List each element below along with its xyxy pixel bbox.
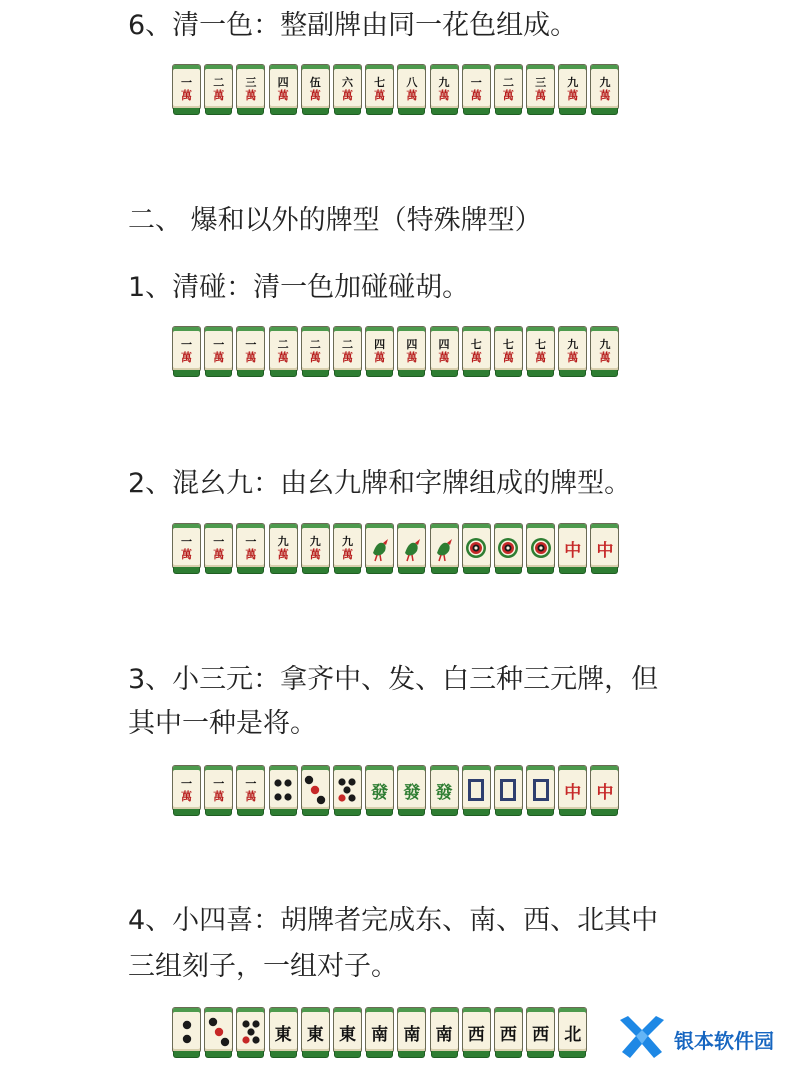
tile-suit: 萬 [309,547,321,561]
dots-icon [336,775,358,805]
tile-character: 中 [596,782,614,803]
tile-suit: 萬 [309,350,321,364]
dots-tile-face [302,773,329,807]
mahjong-tile [462,326,491,372]
tile-suit: 萬 [470,350,482,364]
honor-tile-face [559,531,586,565]
mahjong-tile [172,1007,201,1053]
tile-number: 七 [374,75,386,89]
honor-tile-face [398,1015,425,1049]
wan-tile-face [559,72,586,106]
section-3-text-line1: 3、小三元：拿齐中、发、白三种三元牌，但 [128,664,659,695]
wan-tile-face [205,334,232,368]
one-dot-icon [495,531,522,565]
honor-tile-face [431,1015,458,1049]
tile-number: 九 [309,534,321,548]
mahjong-tile [269,765,298,811]
wan-tile-face [237,531,264,565]
tile-number: 三 [535,75,547,89]
mahjong-tile [494,326,523,372]
tile-suit: 萬 [341,88,353,102]
tile-character: 西 [532,1024,550,1045]
section-4-text-line1: 4、小四喜：胡牌者完成东、南、西、北其中 [128,905,659,936]
tile-suit: 萬 [277,350,289,364]
mahjong-tile [430,765,459,811]
tile-suit: 萬 [245,547,257,561]
wan-tile-face [173,72,200,106]
mahjong-tile [236,326,265,372]
mahjong-tile [430,1007,459,1053]
tile-number: 一 [213,534,225,548]
tile-character: 西 [467,1024,485,1045]
tile-number: 九 [567,337,579,351]
tile-suit: 萬 [213,789,225,803]
wan-tile-face [431,72,458,106]
tile-number: 伍 [309,75,321,89]
tile-number: 一 [213,776,225,790]
mahjong-tile [365,326,394,372]
mahjong-tile [397,326,426,372]
honor-tile-face [591,531,618,565]
mahjong-tile [236,523,265,569]
mahjong-tile [365,64,394,110]
mahjong-tile [494,765,523,811]
tile-suit: 萬 [277,88,289,102]
bird-icon [433,533,455,563]
mahjong-tile [301,1007,330,1053]
tile-suit: 萬 [438,88,450,102]
mahjong-tile [430,64,459,110]
mahjong-tile [558,523,587,569]
wan-tile-face [270,72,297,106]
wan-tile-face [270,531,297,565]
mahjong-tile [558,1007,587,1053]
tile-number: 七 [535,337,547,351]
mahjong-tile [301,64,330,110]
tile-number: 一 [245,337,257,351]
wan-tile-face [463,334,490,368]
dots-icon [304,775,326,805]
section-3-text-line2: 其中一种是将。 [128,708,317,739]
mahjong-tile [204,326,233,372]
tile-suit: 萬 [213,350,225,364]
wan-tile-face [431,334,458,368]
tile-character: 中 [564,782,582,803]
mahjong-tile [526,765,555,811]
mahjong-tile [462,765,491,811]
mahjong-tile [590,326,619,372]
tile-suit: 萬 [245,88,257,102]
dots-tile-face [205,1015,232,1049]
tile-number: 一 [181,337,192,351]
honor-tile-face [302,1015,329,1049]
tile-character: 北 [564,1024,582,1045]
tile-suit: 萬 [567,88,579,102]
tile-row-2 [172,326,623,378]
mahjong-tile [494,64,523,110]
tile-suit: 萬 [406,350,418,364]
tile-number: 二 [213,75,225,89]
tile-number: 九 [341,534,353,548]
tile-suit: 萬 [181,547,192,561]
tile-suit: 萬 [502,350,514,364]
tile-character: 南 [435,1024,453,1045]
dots-tile-face [334,773,361,807]
tile-suit: 萬 [245,350,257,364]
circle-dot-icon [465,533,487,563]
mahjong-tile [204,765,233,811]
tile-suit: 萬 [213,88,225,102]
mahjong-tile [462,523,491,569]
dots-tile-face [270,773,297,807]
mahjong-tile [430,326,459,372]
mahjong-tile [462,1007,491,1053]
mahjong-tile [172,523,201,569]
tile-number: 一 [245,776,257,790]
tile-character: 南 [403,1024,421,1045]
white-dragon-icon [495,773,522,807]
tile-character: 中 [596,540,614,561]
wan-tile-face [302,72,329,106]
mahjong-tile [269,523,298,569]
mahjong-tile [590,765,619,811]
wan-tile-face [463,72,490,106]
wan-tile-face [334,72,361,106]
wan-tile-face [205,773,232,807]
mahjong-tile [269,326,298,372]
mahjong-tile [462,64,491,110]
bird-icon [369,533,391,563]
honor-tile-face [591,773,618,807]
one-dot-icon [527,531,554,565]
mahjong-tile [558,326,587,372]
white-dragon-frame-icon [500,779,516,801]
mahjong-tile [494,523,523,569]
tile-number: 八 [406,75,418,89]
one-dot-icon [463,531,490,565]
bamboo-bird-icon [398,531,425,565]
tile-number: 七 [502,337,514,351]
tile-number: 九 [599,75,611,89]
wan-tile-face [366,334,393,368]
wan-tile-face [591,334,618,368]
tile-number: 二 [341,337,353,351]
tile-suit: 萬 [502,88,514,102]
dots-icon [208,1017,230,1047]
wan-tile-face [237,334,264,368]
tile-character: 發 [435,782,453,803]
tile-number: 六 [341,75,353,89]
mahjong-tile [333,523,362,569]
wan-tile-face [205,531,232,565]
wan-tile-face [237,773,264,807]
tile-suit: 萬 [438,350,450,364]
wan-tile-face [398,72,425,106]
honor-tile-face [334,1015,361,1049]
wan-tile-face [302,531,329,565]
tile-number: 四 [438,337,450,351]
circle-dot-icon [530,533,552,563]
circle-dot-icon [497,533,519,563]
honor-tile-face [527,1015,554,1049]
mahjong-tile [397,1007,426,1053]
mahjong-tile [526,326,555,372]
honor-tile-face [495,1015,522,1049]
tile-number: 一 [181,534,192,548]
mahjong-tile [172,64,201,110]
mahjong-tile [526,1007,555,1053]
mahjong-tile [430,523,459,569]
tile-suit: 萬 [374,88,386,102]
honor-tile-face [559,1015,586,1049]
tile-suit: 萬 [535,88,547,102]
mahjong-tile [172,765,201,811]
honor-tile-face [463,1015,490,1049]
white-dragon-frame-icon [533,779,549,801]
white-dragon-icon [463,773,490,807]
tile-suit: 萬 [567,350,579,364]
tile-row-5 [172,1007,590,1059]
mahjong-tile [333,64,362,110]
wan-tile-face [559,334,586,368]
mahjong-tile [365,523,394,569]
tile-number: 二 [309,337,321,351]
tile-suit: 萬 [599,88,611,102]
white-dragon-icon [527,773,554,807]
wan-tile-face [173,773,200,807]
tile-suit: 萬 [181,88,192,102]
tile-suit: 萬 [181,789,192,803]
tile-character: 東 [274,1024,292,1045]
watermark-text: 银本软件园 [674,1028,774,1053]
tile-suit: 萬 [406,88,418,102]
tile-suit: 萬 [535,350,547,364]
wan-tile-face [495,72,522,106]
mahjong-tile [204,523,233,569]
tile-character: 南 [371,1024,389,1045]
tile-suit: 萬 [245,789,257,803]
tile-number: 七 [470,337,482,351]
wan-tile-face [270,334,297,368]
mahjong-tile [333,326,362,372]
honor-tile-face [270,1015,297,1049]
dots-icon [272,775,294,805]
tile-number: 四 [277,75,289,89]
wan-tile-face [334,531,361,565]
dots-tile-face [173,1015,200,1049]
wan-tile-face [173,531,200,565]
tile-suit: 萬 [374,350,386,364]
mahjong-tile [526,523,555,569]
wan-tile-face [237,72,264,106]
wan-tile-face [591,72,618,106]
tile-number: 四 [374,337,386,351]
tile-number: 一 [213,337,225,351]
mahjong-tile [558,765,587,811]
section-2-text: 2、混幺九：由幺九牌和字牌组成的牌型。 [128,468,632,499]
section-1-text: 1、清碰：清一色加碰碰胡。 [128,272,470,303]
mahjong-tile [333,1007,362,1053]
watermark [614,1011,800,1067]
bird-icon [401,533,423,563]
tile-number: 二 [502,75,514,89]
wan-tile-face [366,72,393,106]
tile-character: 發 [371,782,389,803]
tile-number: 四 [406,337,418,351]
mahjong-tile [590,64,619,110]
tile-character: 西 [499,1024,517,1045]
tile-suit: 萬 [341,547,353,561]
tile-number: 九 [599,337,611,351]
mahjong-tile [365,1007,394,1053]
wan-tile-face [398,334,425,368]
tile-character: 發 [403,782,421,803]
bamboo-bird-icon [366,531,393,565]
mahjong-tile [269,1007,298,1053]
honor-tile-face [398,773,425,807]
tile-number: 九 [277,534,289,548]
tile-row-1 [172,64,623,116]
tile-suit: 萬 [599,350,611,364]
mahjong-tile [204,64,233,110]
tile-number: 一 [245,534,257,548]
mahjong-tile [236,64,265,110]
white-dragon-frame-icon [468,779,484,801]
tile-number: 九 [567,75,579,89]
section-6-text: 6、清一色：整副牌由同一花色组成。 [128,10,578,41]
mahjong-tile [236,765,265,811]
tile-row-3 [172,523,623,575]
tile-suit: 萬 [277,547,289,561]
mahjong-tile [526,64,555,110]
wan-tile-face [527,334,554,368]
section-4-text-line2: 三组刻子，一组对子。 [128,951,398,982]
mahjong-tile [333,765,362,811]
bamboo-bird-icon [431,531,458,565]
tile-character: 中 [564,540,582,561]
mahjong-tile [204,1007,233,1053]
mahjong-tile [365,765,394,811]
tile-number: 一 [470,75,482,89]
honor-tile-face [366,1015,393,1049]
mahjong-tile [301,523,330,569]
tile-row-4 [172,765,623,817]
honor-tile-face [431,773,458,807]
x-logo-icon [614,1014,670,1064]
mahjong-tile [301,326,330,372]
wan-tile-face [173,334,200,368]
mahjong-tile [397,765,426,811]
dots-tile-face [237,1015,264,1049]
tile-number: 二 [277,337,289,351]
wan-tile-face [334,334,361,368]
tile-number: 一 [181,75,192,89]
dots-icon [240,1017,262,1047]
tile-suit: 萬 [309,88,321,102]
mahjong-tile [301,765,330,811]
mahjong-tile [269,64,298,110]
tile-character: 東 [306,1024,324,1045]
tile-character: 東 [338,1024,356,1045]
honor-tile-face [559,773,586,807]
tile-number: 一 [181,776,192,790]
tile-number: 九 [438,75,450,89]
tile-suit: 萬 [213,547,225,561]
mahjong-tile [236,1007,265,1053]
wan-tile-face [205,72,232,106]
dots-icon [176,1017,198,1047]
mahjong-tile [397,64,426,110]
mahjong-tile [172,326,201,372]
tile-suit: 萬 [470,88,482,102]
mahjong-tile [558,64,587,110]
wan-tile-face [495,334,522,368]
wan-tile-face [302,334,329,368]
wan-tile-face [527,72,554,106]
heading-special-hands: 二、 爆和以外的牌型（特殊牌型） [128,205,542,236]
tile-suit: 萬 [181,350,192,364]
tile-number: 三 [245,75,257,89]
mahjong-tile [494,1007,523,1053]
tile-suit: 萬 [341,350,353,364]
mahjong-tile [397,523,426,569]
mahjong-tile [590,523,619,569]
honor-tile-face [366,773,393,807]
